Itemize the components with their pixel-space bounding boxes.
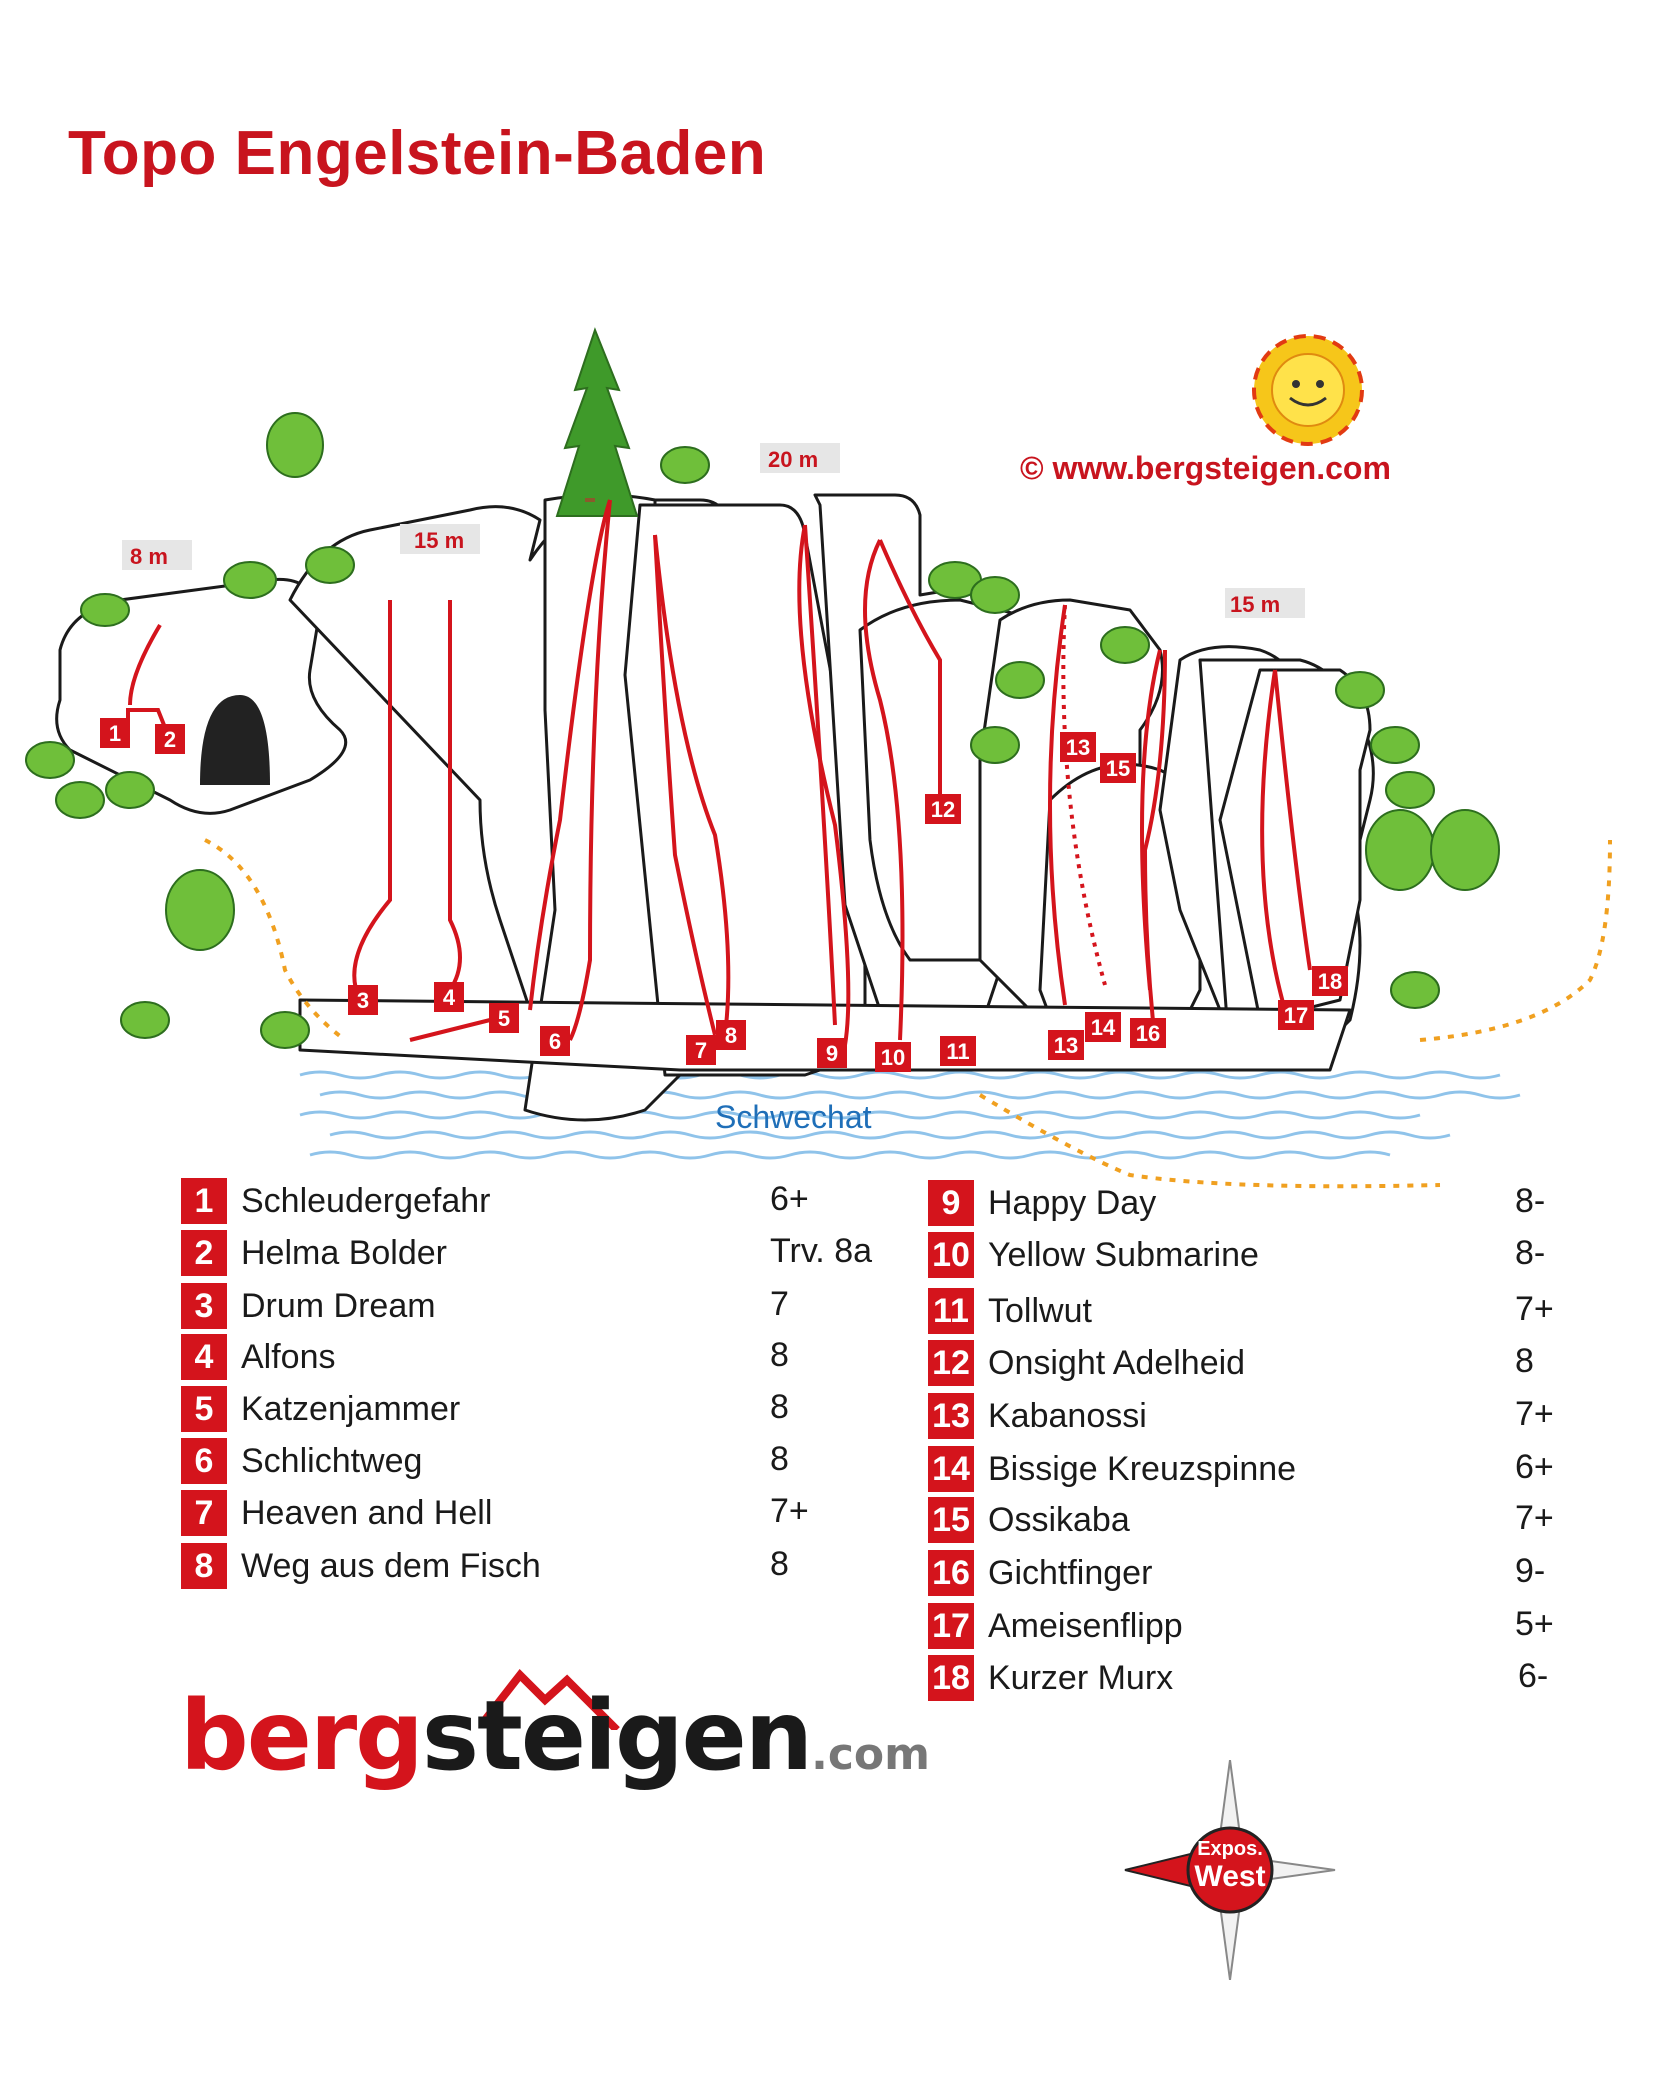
route-grade: 8 [770,1545,789,1583]
list-item [928,1232,1259,1278]
route-number: 17 [928,1603,974,1649]
brand-logo [180,1680,930,1792]
route-grade: 8 [770,1388,789,1426]
list-item [181,1230,447,1276]
topo-marker: 13 [1065,735,1091,760]
route-number: 10 [928,1232,974,1278]
copyright-text: © www.bergsteigen.com [1020,450,1391,486]
compass-label-west: West [1194,1860,1266,1893]
route-name: Katzenjammer [241,1389,461,1428]
route-name: Weg aus dem Fisch [241,1546,541,1585]
topo-marker: 11 [946,1039,970,1064]
logo-part-com: .com [811,1729,930,1780]
route-number: 14 [928,1446,974,1492]
route-number: 3 [181,1283,227,1329]
route-grade: 7 [770,1285,789,1323]
height-label: 15 m [414,528,465,553]
list-item [928,1550,1152,1596]
route-grade: 5+ [1515,1605,1554,1643]
list-item [928,1288,1092,1334]
route-number: 16 [928,1550,974,1596]
topo-marker: 5 [497,1006,511,1031]
route-grade: 7+ [1515,1290,1554,1328]
route-number: 1 [181,1178,227,1224]
route-grade: 6- [1518,1657,1549,1695]
list-item [928,1603,1183,1649]
route-name: Happy Day [988,1183,1157,1222]
topo-marker: 10 [880,1045,906,1070]
list-item [928,1180,1156,1226]
route-number: 8 [181,1543,227,1589]
list-item [181,1490,492,1536]
route-grade: 8- [1515,1182,1546,1220]
list-item [928,1393,1147,1439]
list-item [928,1655,1173,1701]
list-item [181,1283,436,1329]
route-number: 7 [181,1490,227,1536]
route-name: Heaven and Hell [241,1493,493,1532]
list-item [181,1334,336,1380]
sun-icon [1254,336,1362,444]
route-grade: 6+ [1515,1448,1554,1486]
topo-marker: 4 [442,985,456,1010]
route-name: Tollwut [988,1291,1092,1330]
topo-marker: 15 [1105,756,1131,781]
topo-marker: 6 [548,1029,562,1054]
topo-marker: 12 [930,797,956,822]
height-label: 8 m [130,544,168,569]
topo-marker: 17 [1283,1003,1309,1028]
list-item [181,1543,541,1589]
topo-marker: 16 [1135,1021,1161,1046]
route-name: Kabanossi [988,1396,1147,1435]
list-item [928,1497,1130,1543]
topo-marker: 18 [1317,969,1343,994]
list-item [928,1340,1245,1386]
height-label: 15 m [1230,592,1281,617]
route-grade: 7+ [770,1492,809,1530]
route-number: 13 [928,1393,974,1439]
route-name: Schlichtweg [241,1441,423,1480]
topo-marker: 2 [163,727,177,752]
route-name: Kurzer Murx [988,1658,1174,1697]
route-name: Schleudergefahr [241,1181,491,1220]
route-name: Ossikaba [988,1500,1130,1539]
route-number: 6 [181,1438,227,1484]
route-grade: 8 [1515,1342,1534,1380]
topo-marker: 13 [1053,1033,1079,1058]
logo-part-berg: berg [180,1680,422,1792]
route-grade: 9- [1515,1552,1546,1590]
river-label: Schwechat [715,1099,872,1135]
route-grade: 8- [1515,1234,1546,1272]
topo-marker: 3 [356,988,370,1013]
route-grade: 6+ [770,1180,809,1218]
list-item [928,1446,1296,1492]
route-name: Yellow Submarine [988,1235,1259,1274]
topo-marker: 1 [108,721,122,746]
route-name: Onsight Adelheid [988,1343,1246,1382]
route-grade: 8 [770,1336,789,1374]
topo-marker: 8 [724,1023,738,1048]
route-number: 9 [928,1180,974,1226]
route-number: 15 [928,1497,974,1543]
logo-part-steigen: steigen [421,1680,812,1792]
route-number: 11 [928,1288,974,1334]
route-name: Drum Dream [241,1286,436,1325]
route-grade: 8 [770,1440,789,1478]
river-water [300,1072,1520,1158]
compass-label-expos: Expos. [1197,1838,1263,1860]
route-number: 18 [928,1655,974,1701]
topo-marker: 14 [1090,1015,1116,1040]
route-name: Helma Bolder [241,1233,447,1272]
route-number: 2 [181,1230,227,1276]
list-item [181,1438,422,1484]
list-item [181,1178,491,1224]
route-name: Alfons [241,1337,336,1376]
topo-marker: 9 [825,1041,839,1066]
route-grade: Trv. 8a [770,1232,873,1270]
route-name: Ameisenflipp [988,1606,1183,1645]
route-number: 5 [181,1386,227,1432]
route-grade: 7+ [1515,1395,1554,1433]
page-title: Topo Engelstein-Baden [68,119,767,188]
route-grade: 7+ [1515,1499,1554,1537]
route-number: 12 [928,1340,974,1386]
route-number: 4 [181,1334,227,1380]
topo-marker: 7 [694,1038,708,1063]
route-name: Bissige Kreuzspinne [988,1449,1297,1488]
route-name: Gichtfinger [988,1553,1153,1592]
height-label: 20 m [768,447,819,472]
list-item [181,1386,460,1432]
